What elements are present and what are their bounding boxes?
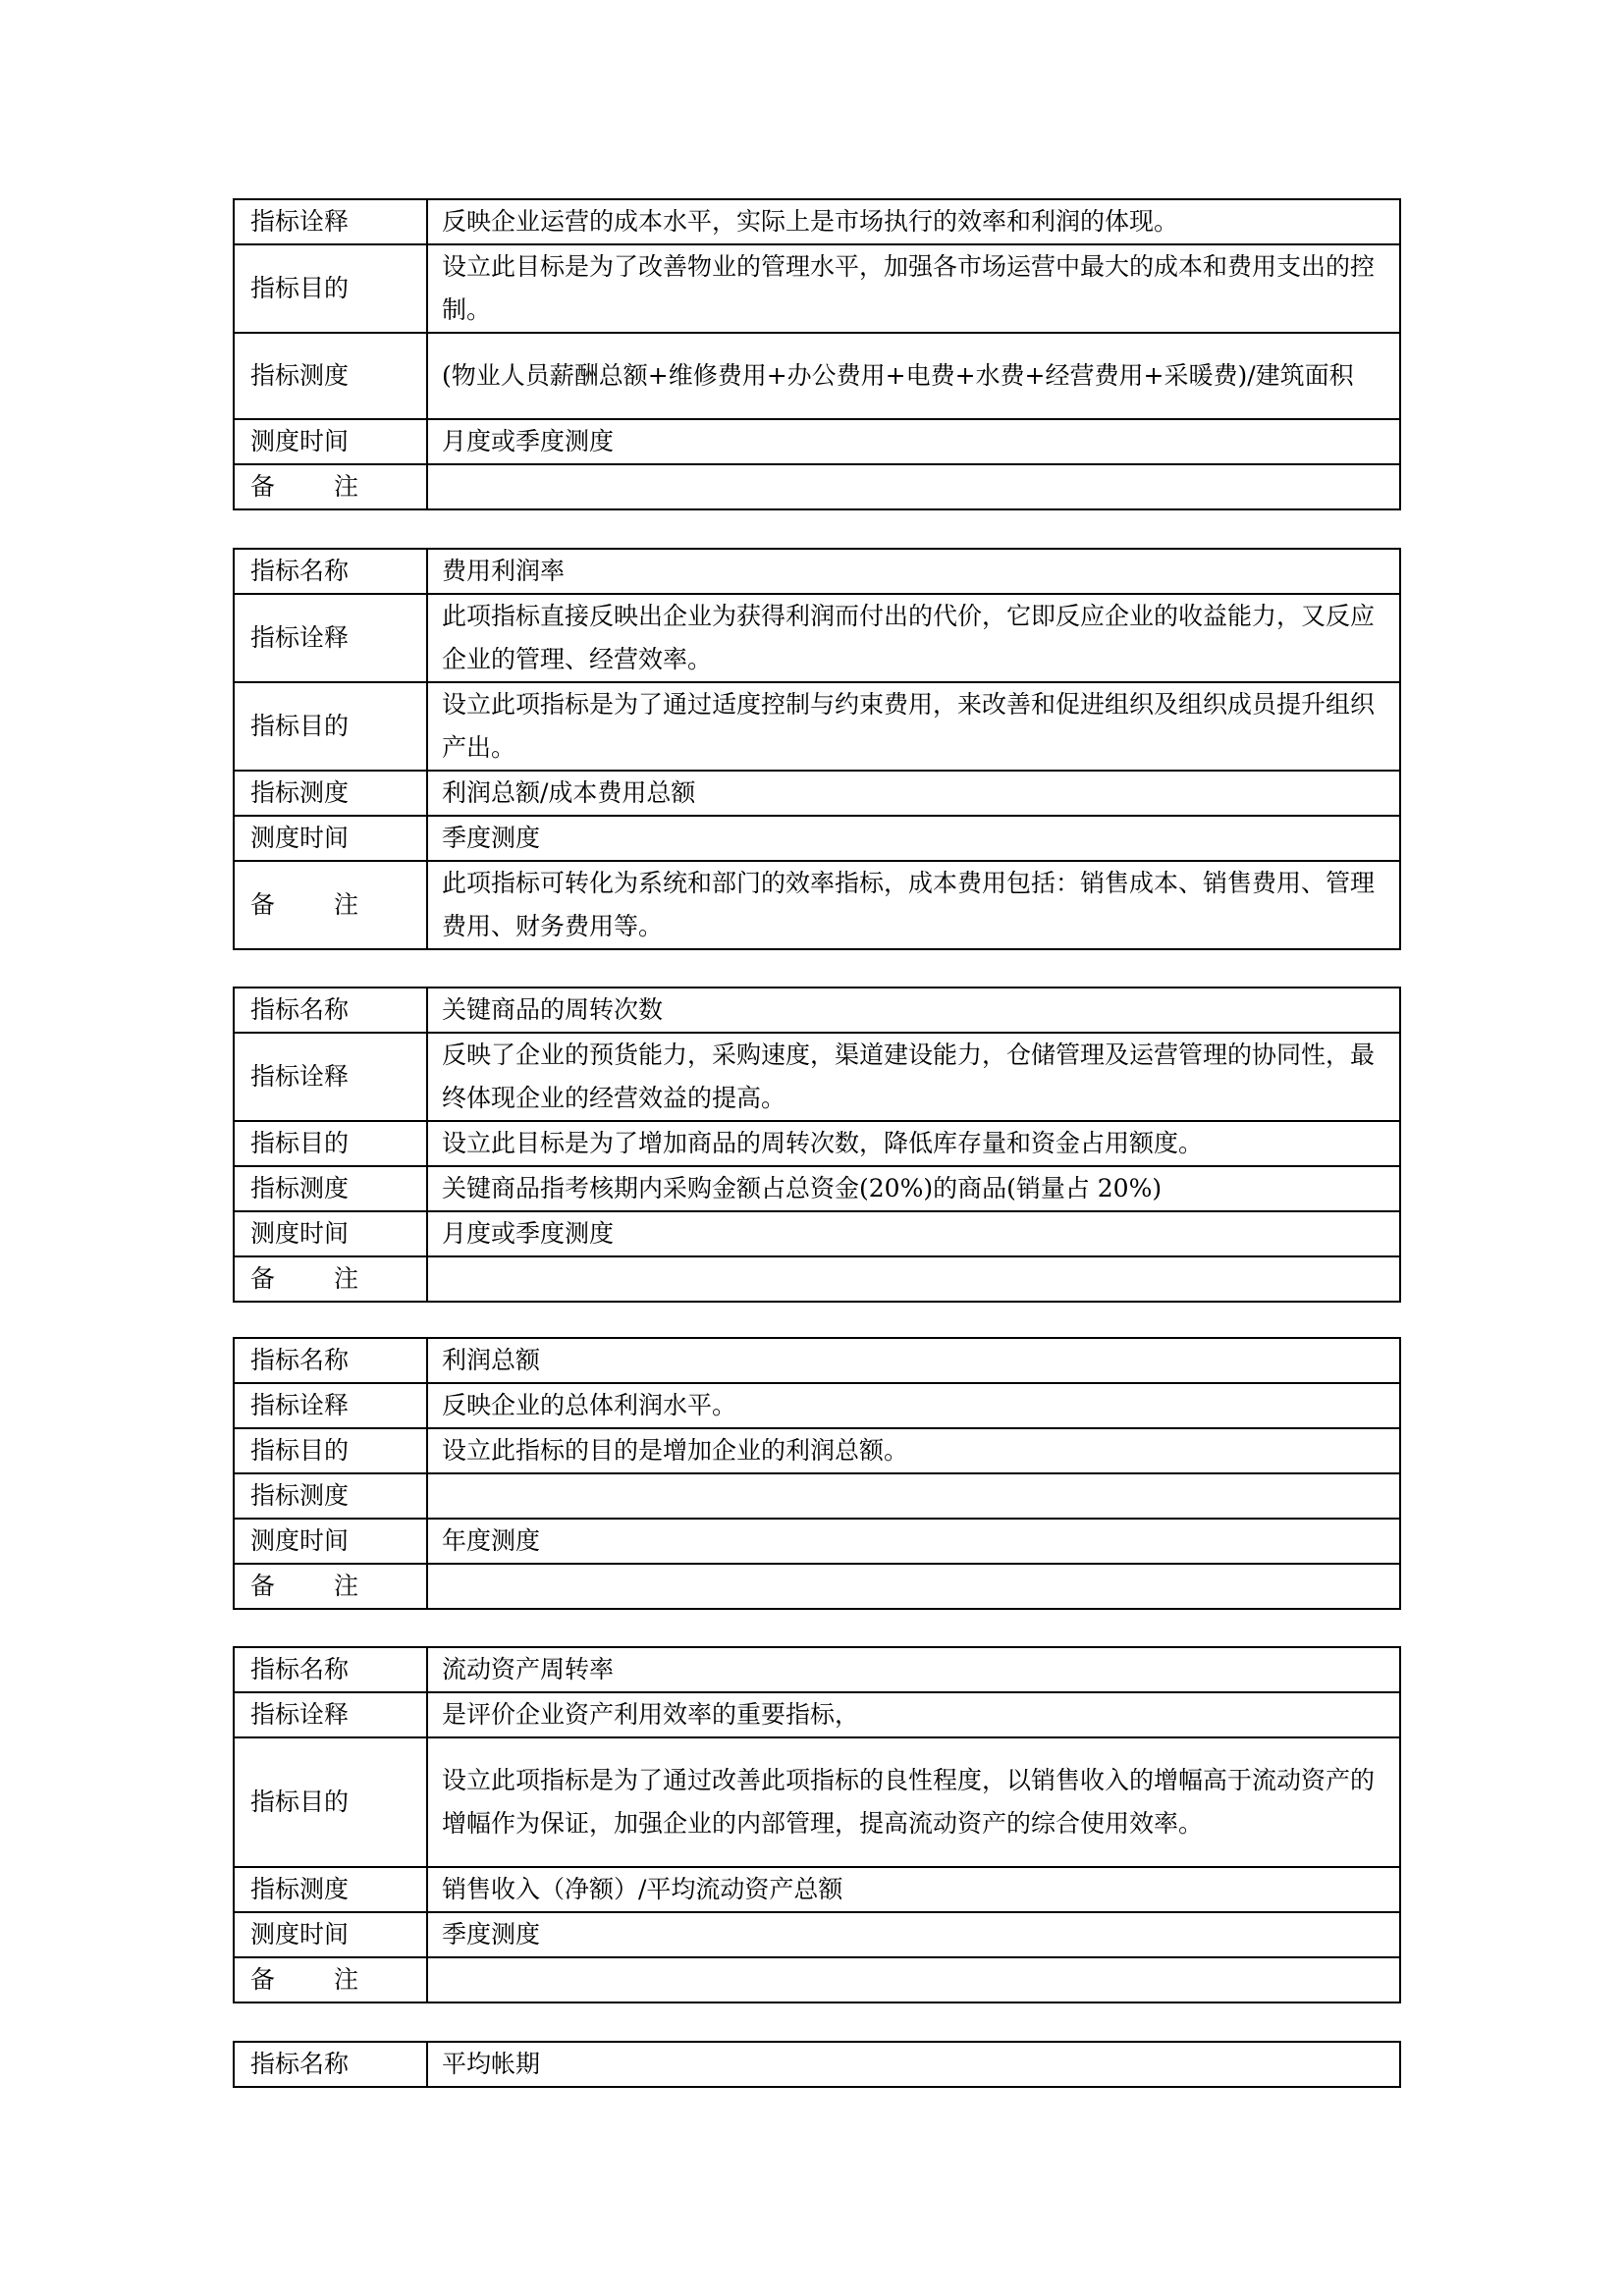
label-purpose: 指标目的 <box>234 244 427 333</box>
label-note: 备 注 <box>234 1564 427 1609</box>
label-measure: 指标测度 <box>234 1473 427 1519</box>
indicator-table-5 <box>233 1646 1401 2003</box>
label-time: 测度时间 <box>234 816 427 861</box>
value-name: 利润总额 <box>427 1338 1400 1383</box>
value-explain: 反映企业的总体利润水平。 <box>427 1383 1400 1428</box>
label-explain: 指标诠释 <box>234 1033 427 1121</box>
value-time: 月度或季度测度 <box>427 1211 1400 1256</box>
value-time: 月度或季度测度 <box>427 419 1400 464</box>
value-purpose: 设立此目标是为了改善物业的管理水平，加强各市场运营中最大的成本和费用支出的控制。 <box>427 244 1400 333</box>
label-name: 指标名称 <box>234 549 427 594</box>
label-time: 测度时间 <box>234 1519 427 1564</box>
value-purpose: 设立此指标的目的是增加企业的利润总额。 <box>427 1428 1400 1473</box>
label-purpose: 指标目的 <box>234 682 427 771</box>
value-explain: 此项指标直接反映出企业为获得利润而付出的代价，它即反应企业的收益能力，又反应企业的管理、经营效率。 <box>427 594 1400 682</box>
label-name: 指标名称 <box>234 2042 427 2087</box>
value-name: 平均帐期 <box>427 2042 1400 2087</box>
indicator-table-2 <box>233 548 1401 950</box>
label-measure: 指标测度 <box>234 1867 427 1912</box>
label-measure: 指标测度 <box>234 1166 427 1211</box>
label-purpose: 指标目的 <box>234 1121 427 1166</box>
label-explain: 指标诠释 <box>234 594 427 682</box>
indicator-table-3 <box>233 987 1401 1303</box>
label-explain: 指标诠释 <box>234 1383 427 1428</box>
value-note <box>427 464 1400 509</box>
label-measure: 指标测度 <box>234 333 427 419</box>
value-explain: 反映企业运营的成本水平，实际上是市场执行的效率和利润的体现。 <box>427 199 1400 244</box>
value-measure: 利润总额/成本费用总额 <box>427 771 1400 816</box>
value-purpose: 设立此项指标是为了通过适度控制与约束费用，来改善和促进组织及组织成员提升组织产出。 <box>427 682 1400 771</box>
label-time: 测度时间 <box>234 1211 427 1256</box>
label-explain: 指标诠释 <box>234 199 427 244</box>
indicator-table-4 <box>233 1337 1401 1610</box>
value-explain: 是评价企业资产利用效率的重要指标， <box>427 1692 1400 1737</box>
value-name: 流动资产周转率 <box>427 1647 1400 1692</box>
value-measure: 关键商品指考核期内采购金额占总资金(20%)的商品(销量占 20%) <box>427 1166 1400 1211</box>
label-name: 指标名称 <box>234 988 427 1033</box>
label-note: 备 注 <box>234 861 427 949</box>
label-time: 测度时间 <box>234 1912 427 1957</box>
label-name: 指标名称 <box>234 1338 427 1383</box>
value-note <box>427 1564 1400 1609</box>
value-time: 季度测度 <box>427 816 1400 861</box>
label-name: 指标名称 <box>234 1647 427 1692</box>
value-note <box>427 1957 1400 2002</box>
indicator-table-1 <box>233 198 1401 510</box>
label-time: 测度时间 <box>234 419 427 464</box>
value-note <box>427 1256 1400 1302</box>
label-note: 备 注 <box>234 1957 427 2002</box>
label-note: 备 注 <box>234 1256 427 1302</box>
value-time: 年度测度 <box>427 1519 1400 1564</box>
value-measure: 销售收入（净额）/平均流动资产总额 <box>427 1867 1400 1912</box>
label-purpose: 指标目的 <box>234 1428 427 1473</box>
label-note: 备 注 <box>234 464 427 509</box>
label-measure: 指标测度 <box>234 771 427 816</box>
value-purpose: 设立此目标是为了增加商品的周转次数，降低库存量和资金占用额度。 <box>427 1121 1400 1166</box>
value-note: 此项指标可转化为系统和部门的效率指标，成本费用包括：销售成本、销售费用、管理费用、财务费用等。 <box>427 861 1400 949</box>
label-explain: 指标诠释 <box>234 1692 427 1737</box>
value-explain: 反映了企业的预货能力，采购速度，渠道建设能力，仓储管理及运营管理的协同性，最终体现企业的经营效益的提高。 <box>427 1033 1400 1121</box>
value-measure <box>427 1473 1400 1519</box>
indicator-table-6 <box>233 2041 1401 2088</box>
value-name: 关键商品的周转次数 <box>427 988 1400 1033</box>
label-purpose: 指标目的 <box>234 1737 427 1867</box>
value-purpose: 设立此项指标是为了通过改善此项指标的良性程度，以销售收入的增幅高于流动资产的增幅作为保证，加强企业的内部管理，提高流动资产的综合使用效率。 <box>427 1737 1400 1867</box>
value-measure: (物业人员薪酬总额+维修费用+办公费用+电费+水费+经营费用+采暖费)/建筑面积 <box>427 333 1400 419</box>
value-time: 季度测度 <box>427 1912 1400 1957</box>
value-name: 费用利润率 <box>427 549 1400 594</box>
